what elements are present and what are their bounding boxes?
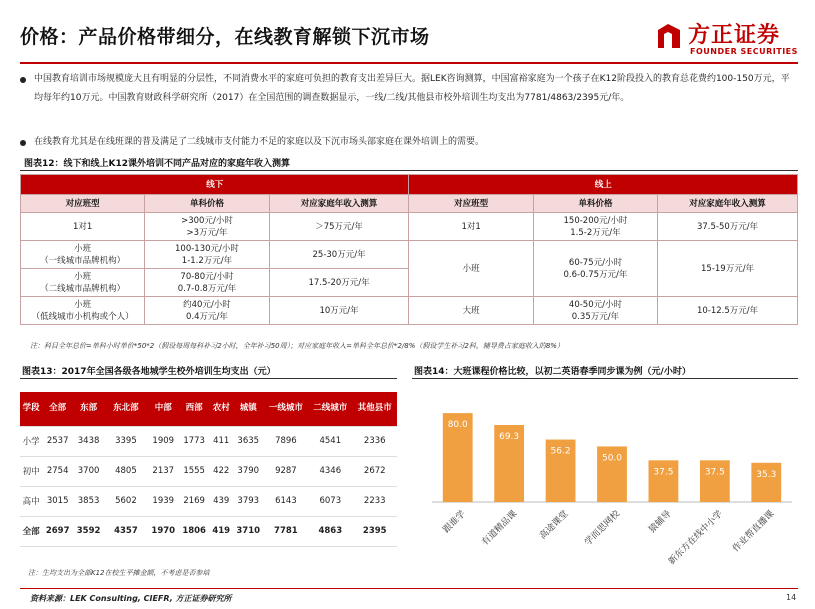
fig13-total-cell: 7781 (264, 516, 308, 546)
fig13-cell: 3015 (42, 486, 73, 516)
fig13-cell: 2672 (353, 456, 398, 486)
fig12-cell: 小班 （低线城市小机构或个人） (21, 297, 145, 325)
fig13-total-cell: 4863 (308, 516, 352, 546)
fig12-cell: ＞75万元/年 (269, 213, 409, 241)
fig13-cell: 439 (210, 486, 233, 516)
bar (751, 463, 781, 502)
fig13-cell: 1909 (148, 426, 179, 456)
fig13-cell: 3700 (73, 456, 104, 486)
fig13-cell: 初中 (20, 456, 42, 486)
fig12-cell: 25-30万元/年 (269, 241, 409, 269)
fig12-cell: 150-200元/小时 1.5-2万元/年 (533, 213, 657, 241)
title-divider (20, 62, 798, 64)
bullet-1 (20, 70, 798, 108)
fig13-total-cell: 1806 (179, 516, 210, 546)
fig13-total-cell: 4357 (104, 516, 148, 546)
fig13-header: 东北部 (104, 392, 148, 426)
fig13-header: 其他县市 (353, 392, 398, 426)
fig13-caption: 图表13：2017年全国各级各地城学生校外培训生均支出（元） (22, 367, 276, 377)
fig13-cell: 5602 (104, 486, 148, 516)
x-tick-label: 作业帮直播课 (731, 509, 777, 555)
fig12-cell: 15-19万元/年 (658, 241, 798, 297)
fig12-group-row (21, 175, 798, 195)
fig13-cell: 3438 (73, 426, 104, 456)
fig12-cell: 1对1 (21, 213, 145, 241)
bullet-text: 在线教育尤其是在线班课的普及满足了二线城市支付能力不足的家庭以及下沉市场头部家庭在课外培训上的需要。 (34, 137, 485, 147)
fig14-bar-chart (412, 384, 802, 574)
bullet-dot (20, 77, 26, 83)
fig12-cell: 40-50元/小时 0.35万元/年 (533, 297, 657, 325)
bar-value-label: 56.2 (550, 446, 571, 457)
fig13-total-cell: 3710 (233, 516, 264, 546)
founder-logo (652, 16, 802, 62)
fig13-total-cell: 1970 (148, 516, 179, 546)
fig13-row (20, 486, 397, 516)
fig13-cell: 411 (210, 426, 233, 456)
fig13-cell: 4805 (104, 456, 148, 486)
fig13-cell: 1773 (179, 426, 210, 456)
fig13-cell: 422 (210, 456, 233, 486)
fig12-cell: 100-130元/小时 1-1.2万元/年 (145, 241, 269, 269)
fig13-cell: 6073 (308, 486, 352, 516)
fig13-cell: 6143 (264, 486, 308, 516)
fig12-caption: 图表12：线下和线上K12课外培训不同产品对应的家庭年收入测算 (24, 159, 291, 169)
fig13-cell: 2754 (42, 456, 73, 486)
fig13-header: 农村 (210, 392, 233, 426)
fig12-cell: >300元/小时 >3万元/年 (145, 213, 269, 241)
bar-value-label: 50.0 (601, 453, 623, 464)
x-tick-label: 有道精品课 (480, 509, 520, 548)
fig12-cell: 10万元/年 (269, 297, 409, 325)
fig13-total-row (20, 516, 397, 546)
fig13-note: 注：生均支出为全部K12在校生平摊金额，不考虑是否参培 (28, 569, 210, 577)
x-tick-label: 猿辅导 (647, 509, 674, 536)
fig13-cell: 1555 (179, 456, 210, 486)
fig12-header: 单科价格 (145, 195, 269, 213)
page-title: 价格：产品价格带细分，在线教育解锁下沉市场 (20, 26, 430, 48)
fig13-cell: 3793 (233, 486, 264, 516)
bullet-2 (20, 133, 798, 152)
x-tick-label: 高途课堂 (538, 509, 571, 542)
bar-value-label: 69.3 (499, 432, 520, 442)
fig13-caption-rule (20, 378, 397, 379)
fig13-row (20, 456, 397, 486)
fig13-body (20, 426, 397, 516)
fig12-cell: 小班 (409, 241, 533, 297)
fig13-header: 全部 (42, 392, 73, 426)
source-note: 资料来源：LEK Consulting, CIEFR, 方正证券研究所 (30, 594, 232, 603)
fig13-header: 中部 (148, 392, 179, 426)
bar-value-label: 80.0 (447, 420, 468, 431)
fig12-row (21, 213, 798, 241)
fig13-total-cell: 419 (210, 516, 233, 546)
bullet-dot (20, 140, 26, 146)
fig13-cell: 3395 (104, 426, 148, 456)
x-tick-label: 学而思网校 (583, 509, 623, 548)
fig13-cell: 7896 (264, 426, 308, 456)
fig12-cell: 小班 （二线城市品牌机构） (21, 269, 145, 297)
fig14-caption-rule (412, 378, 798, 379)
fig13-header: 西部 (179, 392, 210, 426)
fig12-cell: 37.5-50万元/年 (658, 213, 798, 241)
fig13-cell: 2169 (179, 486, 210, 516)
fig12-header-row (21, 195, 798, 213)
bar-value-label: 37.5 (653, 467, 674, 478)
fig13-total-cell: 全部 (20, 516, 42, 546)
fig13-cell: 3635 (233, 426, 264, 456)
bar-value-label: 35.3 (756, 469, 777, 480)
fig12-cell: 约40元/小时 0.4万元/年 (145, 297, 269, 325)
bullet-text: 中国教育培训市场规模庞大且有明显的分层性，不同消费水平的家庭可负担的教育支出差异巨大。据LEK咨询测算，中国富裕家庭为一个孩子在K12阶段投入的教育总花费约100-150万元，平均每年约10万元。中国教育财政科学研究所（2017）在全国范围的调查数据显示，一线/二线/其他县市校外培训生均支出为7781/4863/2395元/年。 (34, 74, 790, 103)
fig13-header: 东部 (73, 392, 104, 426)
fig12-group-offline: 线下 (21, 175, 409, 195)
fig12-row (21, 241, 798, 269)
fig13-cell: 3853 (73, 486, 104, 516)
fig12-group-online: 线上 (409, 175, 798, 195)
fig13-header: 一线城市 (264, 392, 308, 426)
fig12-header: 对应班型 (409, 195, 533, 213)
page-number: 14 (786, 593, 797, 602)
fig13-total-cell: 2395 (353, 516, 398, 546)
fig12-cell: 小班 （一线城市品牌机构） (21, 241, 145, 269)
fig12-cell: 60-75元/小时 0.6-0.75万元/年 (533, 241, 657, 297)
fig13-total-cell: 2697 (42, 516, 73, 546)
fig13-cell: 2537 (42, 426, 73, 456)
fig13-header: 城镇 (233, 392, 264, 426)
x-tick-label: 跟谁学 (441, 509, 468, 536)
fig13-row (20, 426, 397, 456)
fig12-table (20, 174, 798, 325)
fig13-cell: 小学 (20, 426, 42, 456)
fig13-table (20, 392, 397, 547)
logo-name-en: FOUNDER SECURITIES (690, 47, 798, 56)
fig14-caption: 图表14：大班课程价格比较，以初二英语春季同步课为例（元/小时） (414, 367, 691, 377)
fig13-total-cell: 3592 (73, 516, 104, 546)
fig12-header: 对应家庭年收入测算 (658, 195, 798, 213)
fig13-cell: 4346 (308, 456, 352, 486)
fig13-cell: 1939 (148, 486, 179, 516)
logo-name-cn: 方正证券 (688, 23, 781, 48)
founder-logo-icon (654, 22, 684, 52)
fig12-cell: 10-12.5万元/年 (658, 297, 798, 325)
fig13-header: 学段 (20, 392, 42, 426)
fig12-cell: 大班 (409, 297, 533, 325)
source-divider (20, 588, 798, 589)
fig13-cell: 高中 (20, 486, 42, 516)
bar-value-label: 37.5 (704, 467, 725, 478)
fig12-cell: 70-80元/小时 0.7-0.8万元/年 (145, 269, 269, 297)
fig12-cell: 17.5-20万元/年 (269, 269, 409, 297)
fig12-note: 注：科目全年总价=单科小时单价*50*2（假设每周每科补习2小时，全年补习50周）；对应家庭年收入=单科全年总价*2/8%（假设学生补习2科，辅导费占家庭收入的8%） (30, 342, 564, 350)
fig12-header: 对应班型 (21, 195, 145, 213)
fig13-cell: 4541 (308, 426, 352, 456)
fig12-caption-rule (20, 170, 798, 171)
x-tick-label: 新东方在线中小学 (666, 509, 725, 567)
fig13-cell: 2137 (148, 456, 179, 486)
fig13-cell: 2336 (353, 426, 398, 456)
fig13-cell: 3790 (233, 456, 264, 486)
fig13-header: 二线城市 (308, 392, 352, 426)
fig13-header-row (20, 392, 397, 426)
fig12-header: 单科价格 (533, 195, 657, 213)
fig13-cell: 9287 (264, 456, 308, 486)
fig12-row (21, 297, 798, 325)
fig12-header: 对应家庭年收入测算 (269, 195, 409, 213)
fig12-cell: 1对1 (409, 213, 533, 241)
fig13-cell: 2233 (353, 486, 398, 516)
